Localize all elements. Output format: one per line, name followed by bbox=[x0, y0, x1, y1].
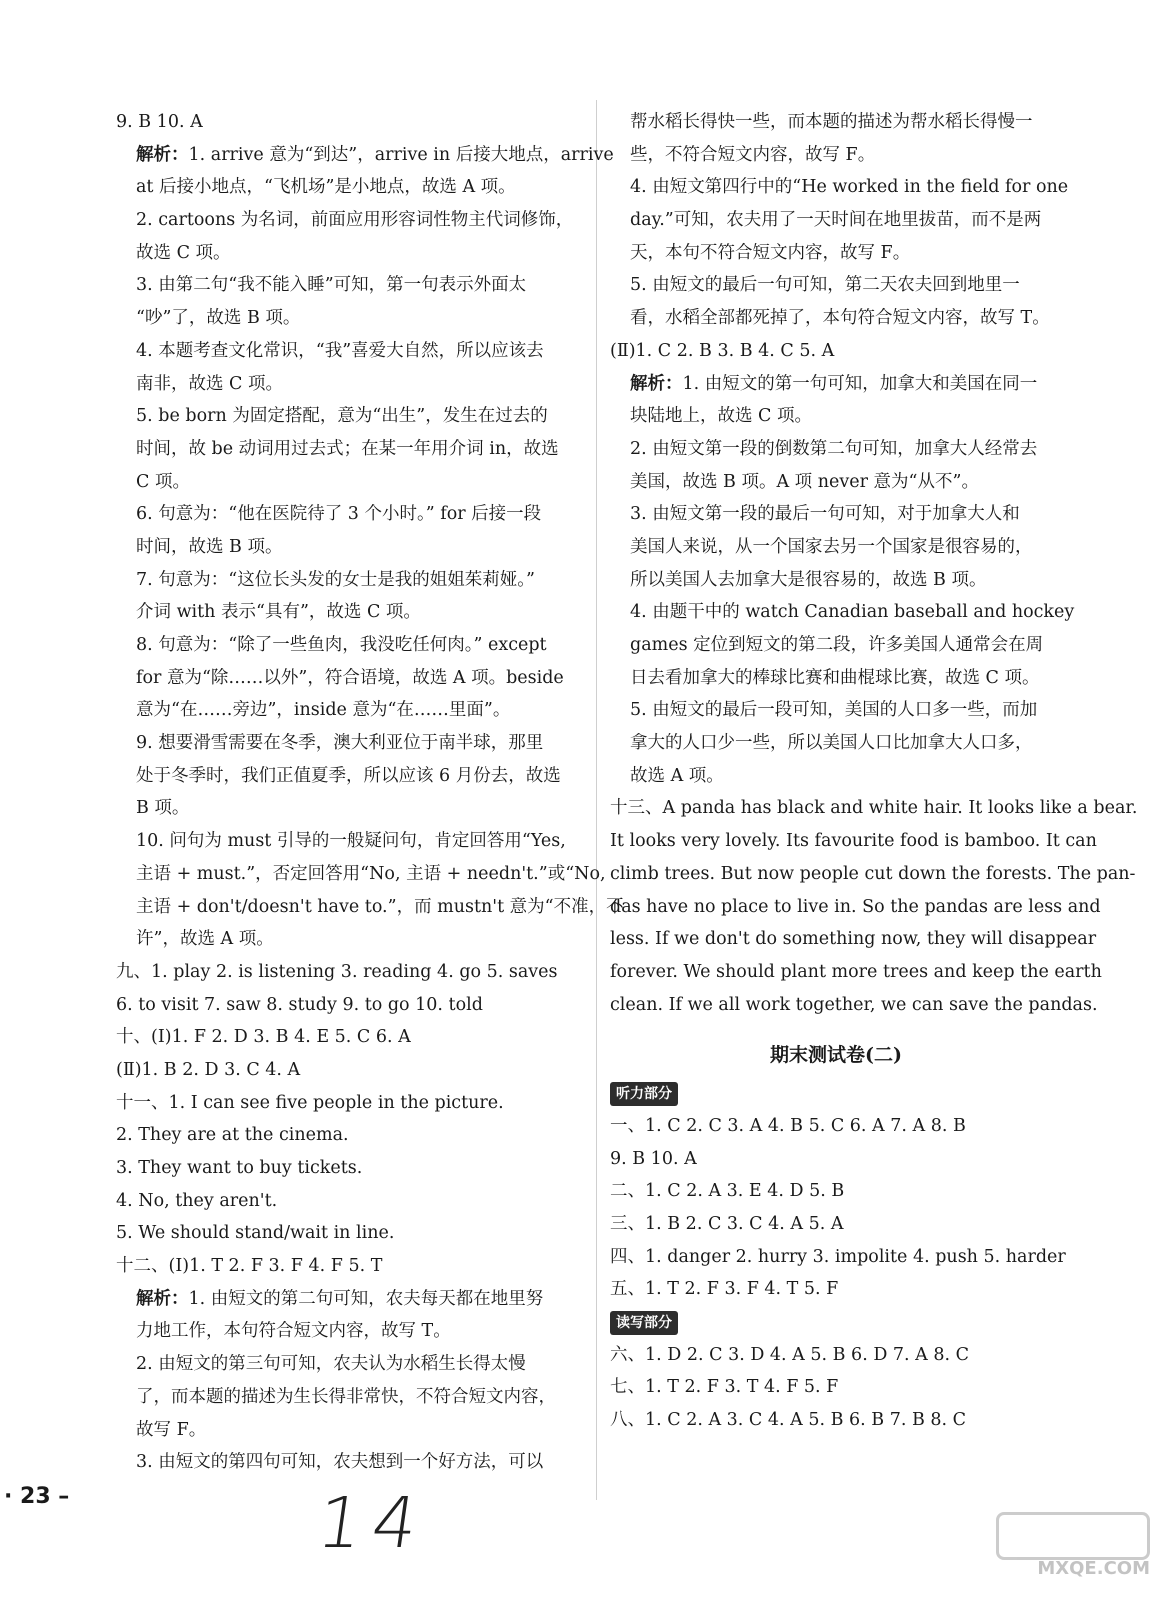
text-line: 了，而本题的描述为生长得非常快，不符合短文内容， bbox=[136, 1386, 556, 1407]
text-line: 8. 句意为：“除了一些鱼肉，我没吃任何肉。” except bbox=[136, 635, 547, 655]
watermark-logo bbox=[998, 1512, 1150, 1592]
text-line: 十二、(Ⅰ)1. T 2. F 3. F 4. F 5. T bbox=[116, 1256, 383, 1277]
text-line: 5. We should stand/wait in line. bbox=[116, 1223, 395, 1244]
listening-tag: 听力部分 bbox=[610, 1082, 678, 1106]
text-line: 十三、A panda has black and white hair. It looks like a bear. bbox=[610, 798, 1138, 819]
text-line: (Ⅱ)1. B 2. D 3. C 4. A bbox=[116, 1059, 301, 1080]
text-line: for 意为“除……以外”，符合语境，故选 A 项。beside bbox=[136, 667, 564, 688]
text-line: 帮水稻长得快一些，而本题的描述为帮水稻长得慢一 bbox=[630, 112, 1033, 132]
text-line: 9. B 10. A bbox=[116, 112, 203, 132]
text-line: 2. They are at the cinema. bbox=[116, 1125, 349, 1146]
text-line: 意为“在……旁边”，inside 意为“在……里面”。 bbox=[136, 700, 511, 721]
text-line: 七、1. T 2. F 3. T 4. F 5. F bbox=[610, 1377, 839, 1398]
reading-section-header bbox=[610, 1306, 1062, 1339]
reading-answers bbox=[610, 1339, 1062, 1437]
text-line: less. If we don't do something now, they will disappear bbox=[610, 929, 1097, 950]
text-line: B 项。 bbox=[136, 798, 190, 819]
text-line: 十一、1. I can see five people in the picture. bbox=[116, 1092, 504, 1113]
text-line: 4. 由题干中的 watch Canadian baseball and hockey bbox=[630, 602, 1075, 623]
text-line: 9. B 10. A bbox=[610, 1148, 697, 1169]
watermark-box bbox=[996, 1512, 1150, 1560]
text-line: 些，不符合短文内容，故写 F。 bbox=[630, 144, 876, 165]
text-line: 7. 句意为：“这位长头发的女士是我的姐姐茱莉娅。” bbox=[136, 569, 535, 590]
text-line: 4. No, they aren't. bbox=[116, 1190, 278, 1211]
text-line: 六、1. D 2. C 3. D 4. A 5. B 6. D 7. A 8. C bbox=[610, 1344, 970, 1365]
text-line: 块陆地上，故选 C 项。 bbox=[630, 406, 813, 427]
text-line: 5. 由短文的最后一段可知，美国的人口多一些，而加 bbox=[630, 700, 1038, 721]
text-line: 3. 由短文的第四句可知，农夫想到一个好方法，可以 bbox=[136, 1452, 544, 1473]
text-line: 4. 本题考查文化常识，“我”喜爱大自然，所以应该去 bbox=[136, 340, 544, 361]
text-line: 9. 想要滑雪需要在冬季，澳大利亚位于南半球，那里 bbox=[136, 733, 544, 754]
text-line: 故选 A 项。 bbox=[630, 765, 724, 786]
handwritten-note: 14 bbox=[312, 1482, 433, 1564]
text-line: 3. They want to buy tickets. bbox=[116, 1158, 363, 1178]
watermark-text: MXQE.COM bbox=[1037, 1558, 1150, 1579]
text-line: 介词 with 表示“具有”，故选 C 项。 bbox=[136, 602, 421, 623]
text-line: 解析：1. arrive 意为“到达”，arrive in 后接大地点，arrive bbox=[136, 144, 614, 165]
text-line: 看，水稻全部都死掉了，本句符合短文内容，故写 T。 bbox=[630, 308, 1050, 329]
text-line: 九、1. play 2. is listening 3. reading 4. go 5. saves bbox=[116, 961, 558, 982]
text-line: 二、1. C 2. A 3. E 4. D 5. B bbox=[610, 1181, 845, 1202]
text-line: day.”可知，农夫用了一天时间在地里拔苗，而不是两 bbox=[630, 210, 1042, 231]
text-line: 美国人来说，从一个国家去另一个国家是很容易的， bbox=[630, 536, 1033, 557]
section-title: 期末测试卷(二) bbox=[770, 1044, 902, 1067]
analysis-label: 解析： bbox=[630, 373, 683, 394]
text-line: 一、1. C 2. C 3. A 4. B 5. C 6. A 7. A 8. B bbox=[610, 1115, 966, 1136]
text-line: 3. 由短文第一段的最后一句可知，对于加拿大人和 bbox=[630, 504, 1020, 525]
text-line: 拿大的人口少一些，所以美国人口比加拿大人口多， bbox=[630, 733, 1033, 754]
text-line: 时间，故选 B 项。 bbox=[136, 536, 283, 557]
text-line: 2. 由短文第一段的倒数第二句可知，加拿大人经常去 bbox=[630, 438, 1038, 459]
text-line: forever. We should plant more trees and keep the earth bbox=[610, 961, 1102, 982]
text-line: 八、1. C 2. A 3. C 4. A 5. B 6. B 7. B 8. C bbox=[610, 1410, 967, 1431]
page-number: · 23 – bbox=[4, 1484, 70, 1509]
text-line: 2. cartoons 为名词，前面应用形容词性物主代词修饰， bbox=[136, 210, 574, 231]
text-line: 故写 F。 bbox=[136, 1419, 207, 1440]
text-line: 解析：1. 由短文的第一句可知，加拿大和美国在同一 bbox=[630, 373, 1038, 394]
text-line: 4. 由短文第四行中的“He worked in the field for one bbox=[630, 177, 1069, 198]
text-line: 主语 + don't/doesn't have to.”，而 mustn't 意为“不准，不 bbox=[136, 896, 624, 917]
text-line: 所以美国人去加拿大是很容易的，故选 B 项。 bbox=[630, 569, 987, 590]
text-line: 3. 由第二句“我不能入睡”可知，第一句表示外面太 bbox=[136, 275, 527, 296]
text-line: 五、1. T 2. F 3. F 4. T 5. F bbox=[610, 1279, 839, 1300]
text-line: 三、1. B 2. C 3. C 4. A 5. A bbox=[610, 1214, 844, 1234]
analysis-label: 解析： bbox=[136, 144, 189, 165]
text-line: C 项。 bbox=[136, 471, 190, 492]
text-line: 10. 问句为 must 引导的一般疑问句，肯定回答用“Yes, bbox=[136, 831, 566, 852]
text-line: (Ⅱ)1. C 2. B 3. B 4. C 5. A bbox=[610, 340, 835, 361]
text-line: das have no place to live in. So the pandas are less and bbox=[610, 896, 1101, 917]
column-divider bbox=[596, 100, 597, 1500]
text-line: 十、(Ⅰ)1. F 2. D 3. B 4. E 5. C 6. A bbox=[116, 1027, 411, 1048]
text-line: 5. 由短文的最后一句可知，第二天农夫回到地里一 bbox=[630, 275, 1020, 296]
text-line: 时间，故 be 动词用过去式；在某一年用介词 in，故选 bbox=[136, 438, 559, 459]
right-column-answers bbox=[610, 106, 1138, 1021]
text-line: 主语 + must.”，否定回答用“No, 主语 + needn't.”或“No, bbox=[136, 863, 606, 884]
text-line: 日去看加拿大的棒球比赛和曲棍球比赛，故选 C 项。 bbox=[630, 667, 1040, 688]
text-line: 5. be born 为固定搭配，意为“出生”，发生在过去的 bbox=[136, 406, 548, 427]
text-line: “吵”了，故选 B 项。 bbox=[136, 308, 301, 329]
text-line: It looks very lovely. Its favourite food is bamboo. It can bbox=[610, 831, 1097, 852]
text-line: 6. 句意为：“他在医院待了 3 个小时。” for 后接一段 bbox=[136, 504, 542, 525]
text-line: 解析：1. 由短文的第二句可知，农夫每天都在地里努 bbox=[136, 1288, 544, 1309]
text-line: 四、1. danger 2. hurry 3. impolite 4. push 5. harder bbox=[610, 1246, 1066, 1267]
text-line: at 后接小地点，“飞机场”是小地点，故选 A 项。 bbox=[136, 177, 516, 198]
text-line: climb trees. But now people cut down the forests. The pan- bbox=[610, 863, 1136, 884]
reading-tag: 读写部分 bbox=[610, 1311, 678, 1335]
text-line: 美国，故选 B 项。A 项 never 意为“从不”。 bbox=[630, 471, 979, 492]
text-line: 许”，故选 A 项。 bbox=[136, 929, 274, 950]
text-line: 天，本句不符合短文内容，故写 F。 bbox=[630, 242, 911, 263]
listening-answers bbox=[610, 1110, 1066, 1306]
text-line: 2. 由短文的第三句可知，农夫认为水稻生长得太慢 bbox=[136, 1354, 526, 1375]
analysis-label: 解析： bbox=[136, 1288, 189, 1309]
text-line: 南非，故选 C 项。 bbox=[136, 373, 284, 394]
left-column bbox=[116, 106, 624, 1479]
text-line: 处于冬季时，我们正值夏季，所以应该 6 月份去，故选 bbox=[136, 765, 561, 786]
text-line: clean. If we all work together, we can save the pandas. bbox=[610, 994, 1098, 1015]
right-column bbox=[610, 106, 1138, 1437]
text-line: 6. to visit 7. saw 8. study 9. to go 10. told bbox=[116, 994, 483, 1015]
text-line: 故选 C 项。 bbox=[136, 242, 231, 263]
text-line: games 定位到短文的第二段，许多美国人通常会在周 bbox=[630, 635, 1044, 655]
text-line: 力地工作，本句符合短文内容，故写 T。 bbox=[136, 1321, 451, 1342]
listening-section-header bbox=[610, 1077, 1062, 1110]
